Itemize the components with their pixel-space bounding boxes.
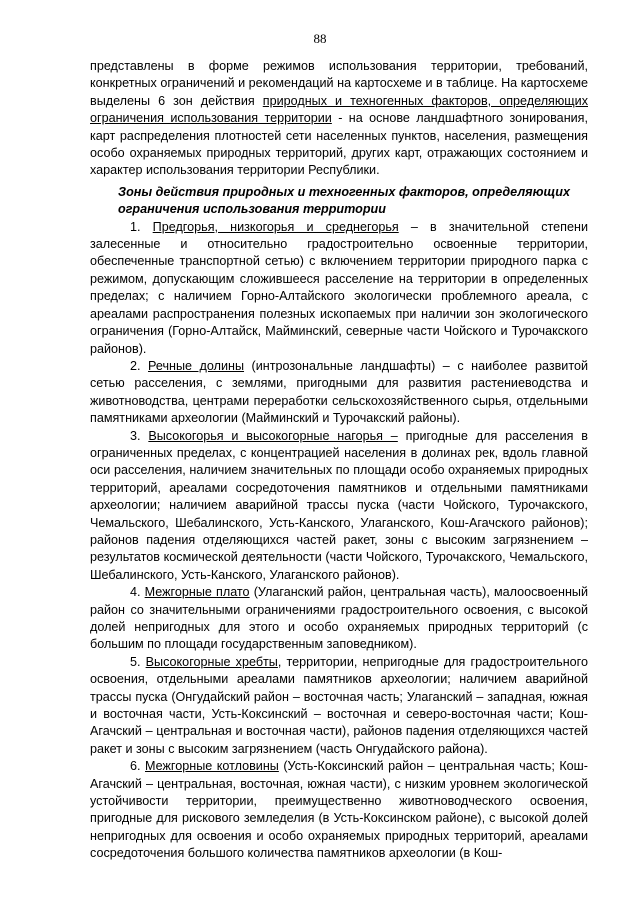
zone-number: 6. [130, 759, 145, 774]
zone-paragraph [90, 428, 588, 585]
zone-description: (интрозональные ландшафты) – с наиболее развитой сетью расселения, с землями, пригодными для развития растениеводства и животноводства, центрами переработки сельскохозяйственного сырья, отдельными памятниками археологии (Майминский и Турочакский районы). [90, 358, 588, 426]
zone-number: 4. [130, 585, 145, 600]
zone-description: пригодные для расселения в ограниченных пределах, с концентрацией населения в долинах рек, вдоль главной оси расселения, наличием значительных по площади особо охраняемых природных территорий, ареалами сосредоточения памятников и отдельными памятниками археологии; наличием аварийной трассы пуска (части Чойского, Турочакского, Чемальского, Шебалинского, Усть-Канского, Улаганского, Кош-Агачского районов); районов падения отделяющихся частей ракет, зоны с высоким загрязнением – результатов космической деятельности (части Чойского, Турочакского, Чемальского, Шебалинского, Усть-Канского, Улаганского районов). [90, 428, 588, 582]
zone-description: (Усть-Коксинский район – центральная часть; Кош-Агачский – центральная, восточная, южная части), с низким уровнем экологической устойчивости территории, преимущественно животноводческого освоения, пригодные для рискового земледелия (в Усть-Коксинском районе), с высокой долей непригодных для освоения и особо охраняемых природных территорий, ареалами сосредоточения большого количества памятников археологии (в Кош- [90, 759, 588, 861]
page-number: 88 [313, 31, 327, 46]
zone-name: Высокогорья и высокогорные нагорья – [148, 428, 398, 443]
intro-text-1: представлены в форме режимов использования территории, требований, конкретных ограничений и рекомендаций на картосхеме и в таблице. На картосхеме выделены 6 зон действия [90, 59, 588, 108]
zone-paragraph [90, 584, 588, 654]
zone-name: Речные долины [148, 358, 245, 373]
intro-text-2: - на основе ландшафтного зонирования, карт распределения плотностей сети населенных пунктов, населения, размещения особо охраняемых природных территорий, других карт, отражающих состоянием и характер использования территории Республики. [90, 111, 588, 178]
intro-underlined-phrase: природных и техногенных факторов, определяющих ограничения использования территории [90, 93, 588, 126]
zone-number: 2. [130, 358, 149, 373]
zone-description: (Улаганский район, центральная часть), малоосвоенный район со значительными ограничениями градостроительного освоения, с высокой долей непригодных для этого и особо охраняемых природных территорий (с большим по площади государственным заповедником). [90, 585, 588, 652]
zone-name: Предгорья, низкогорья и среднегорья [152, 219, 399, 234]
section-title: Зоны действия природных и техногенных факторов, определяющих ограничения использования территории [118, 184, 570, 217]
zone-description: – в значительной степени залесенные и относительно градостроительно освоенные территории, обеспеченные транспортной сетью) с включением территории природного парка с режимом, допускающим сложившееся расселение на территории в определенных пределах; с наличием Горно-Алтайского экологически проблемного ареала, с ареалами распространения полезных ископаемых при наличии зон экологического ограничения (Горно-Алтайск, Майминский, северные части Чойского и Турочакского районов). [90, 219, 588, 356]
intro-paragraph [90, 58, 588, 180]
zone-paragraph [90, 358, 588, 428]
zone-name: Высокогорные хребты [145, 654, 278, 669]
zone-paragraph [90, 219, 588, 358]
zone-paragraph [90, 758, 588, 862]
zone-number: 1. [130, 219, 153, 234]
document-body [90, 58, 588, 863]
zone-name: Межгорные плато [144, 585, 250, 600]
zone-description: , территории, непригодные для градостроительного освоения, отдельными ареалами памятников археологии; наличием аварийной трассы пуска (Онгудайский район – восточная часть; Улаганский – западная, южная и восточная части, Усть-Коксинский – восточная и северо-восточная части; Кош-Агачский – центральная и восточная части), районов падения отделяющихся частей ракет и зоны с высоким загрязнением (часть Онгудайского района). [90, 654, 588, 756]
zone-name: Межгорные котловины [145, 759, 279, 774]
zone-number: 5. [130, 654, 146, 669]
zone-paragraph [90, 654, 588, 758]
zone-number: 3. [130, 428, 149, 443]
